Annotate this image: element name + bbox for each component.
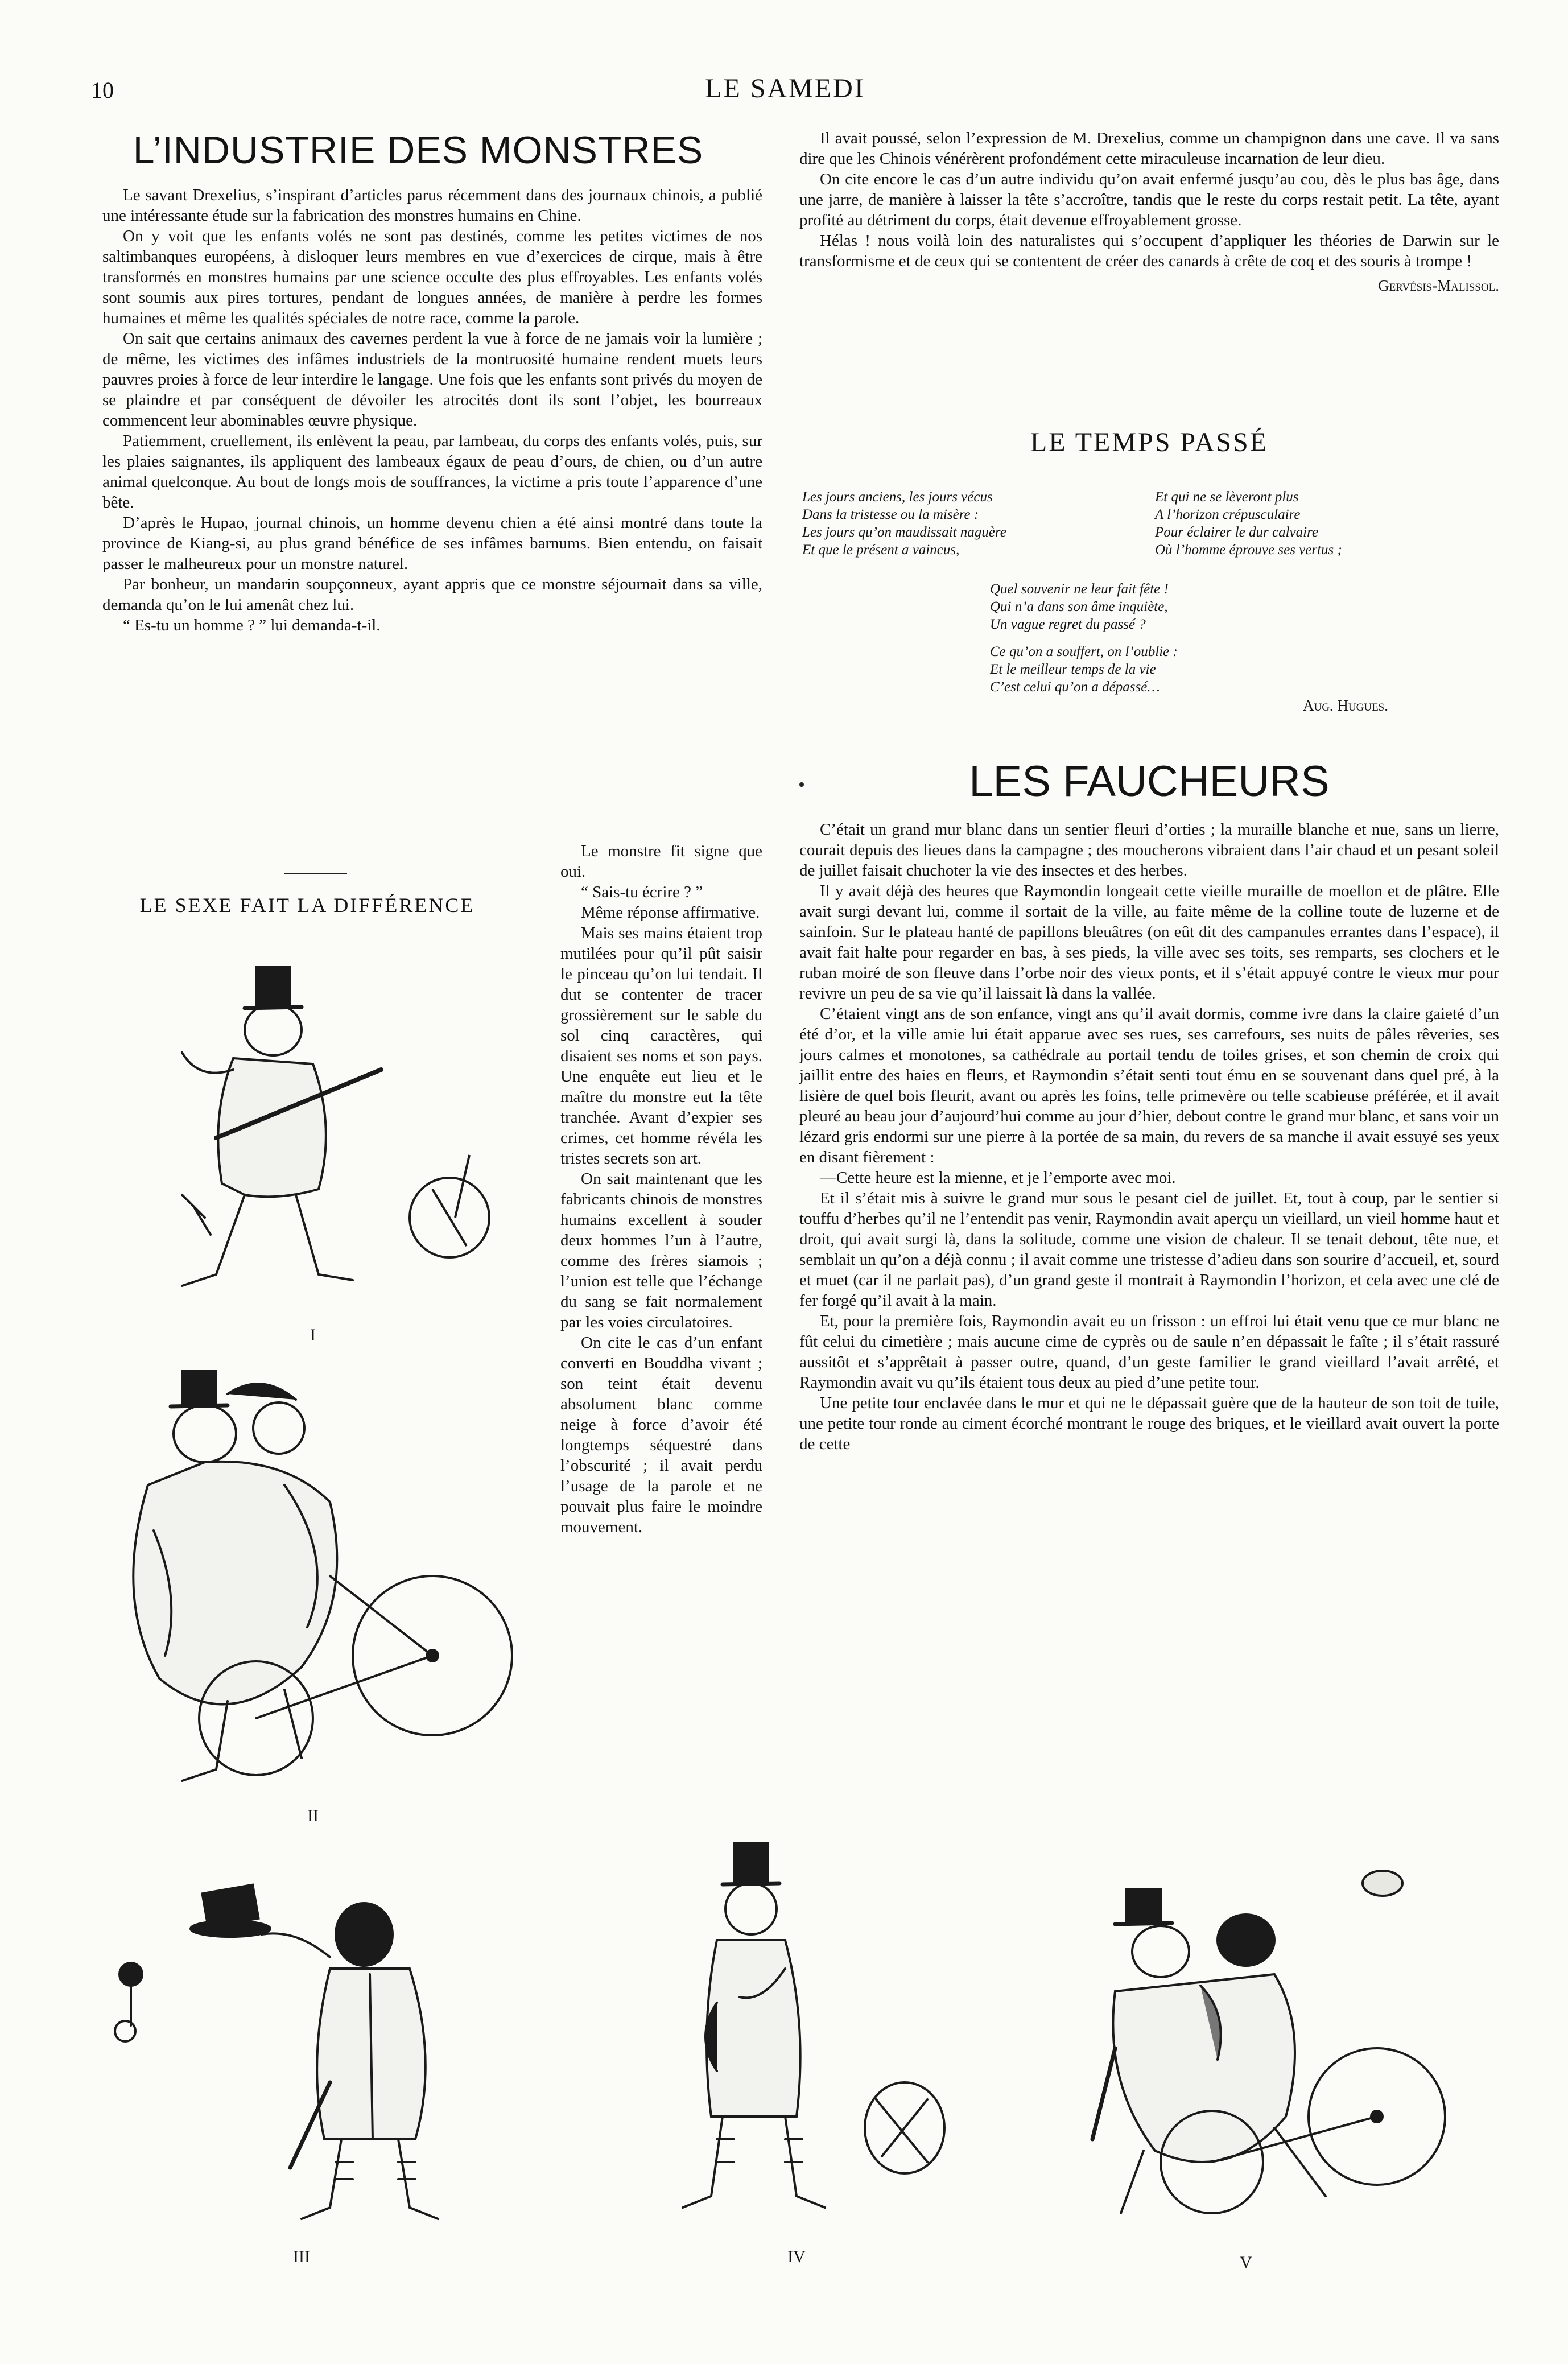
verse-line: Où l’homme éprouve ses vertus ; xyxy=(1155,542,1342,558)
verse-line: Ce qu’on a souffert, on l’oublie : xyxy=(990,644,1178,659)
paragraph: Il avait poussé, selon l’expression de M. Drexelius, comme un champignon dans une cave. Il va sans dire que les Chinois vénérèrent profondément cette miraculeuse incarnation de leur dieu. xyxy=(799,129,1499,168)
verse-line: A l’horizon crépusculaire xyxy=(1155,507,1301,522)
caption-ii: II xyxy=(307,1806,319,1825)
paragraph: D’après le Hupao, journal chinois, un homme devenu chien a été ainsi montré dans toute la province de Kiang-si, au plus grand bénéfice de ses infâmes barnums. Bien entendu, on faisait passer le malheureux pour un monstre naturel. xyxy=(102,514,762,573)
paragraph: C’étaient vingt ans de son enfance, vingt ans qu’il avait dormis, comme ivre dans la claire gaieté d’un été d’or, et la ville amie lui était apparue avec ses rues, ses carrefours, ses nuits de pâles rêveries, ses jours calmes et monotones, sa cathédrale au portail tendu de toiles grises, et son chemin de croix qui jaillit entre des haies en fleurs, et Raymondin s’était senti tout ému en se souvenant dans quel pré, à la lisière de quel bois fleurit, avant ou après les foins, telle primevère ou telle scabieuse préférée, et il avait pleuré au beau jour d’aujourd’hui comme au jour d’hier, debout contre le grand mur blanc, et sans voir un lézard gris endormi sur une pierre à la portée de sa main, du revers de sa manche il avait essuyé ses yeux en disant fièrement : xyxy=(799,1005,1499,1166)
verse-line: Et qui ne se lèveront plus xyxy=(1155,489,1299,505)
man-raising-hat-drawing xyxy=(91,1843,489,2242)
paragraph: Il y avait déjà des heures que Raymondin longeait cette vieille muraille de moellon et de plâtre. Elle avait surgi devant lui, comme il sortait de la ville, au faite même de la colline toute de luzerne et de sainfoin. Sur le plateau hanté de papillons bleuâtres (on eût dit des campanules errantes dans l’espace), il avait fait halte pour regarder en bas, à ses pieds, la ville avec ses toits, ses remparts, ses clochers et le ruban moiré de son fleuve dans l’orbe noir des vieux ponts, et il s’était appuyé contre le vieux mur pour revivre un peu de sa vie qu’il laissait là dans la vallée. xyxy=(799,882,1499,1002)
couple-embracing-bicycle-drawing xyxy=(1058,1843,1468,2242)
illustration-iv xyxy=(580,1832,944,2242)
paragraph: Le monstre fit signe que oui. xyxy=(560,842,762,881)
industrie-continuation xyxy=(799,128,1499,295)
paragraph: Et il s’était mis à suivre le grand mur sous le pesant ciel de juillet. Et, tout à coup, par le sentier si touffu d’herbes qu’il ne l’entendit pas venir, Raymondin avait aperçu un vieillard, un vieil homme haut et droit, qui avait surgi là, dans la solitude, comme une vision de chaleur. Il se tenait debout, tête nue, et semblait un qu’on a déjà connu ; il avait comme une tristesse d’adieu dans son sourire d’accueil, et, sourd et muet (car il ne parlait pas), d’un grand geste il montrait à Raymondin l’horizon, et cela avec une clé de fer forgé qu’il avait à la main. xyxy=(799,1189,1499,1310)
verse-line: Qui n’a dans son âme inquiète, xyxy=(990,599,1168,614)
running-head: LE SAMEDI xyxy=(705,73,865,104)
paragraph: Une petite tour enclavée dans le mur et qui ne le dépassait guère que de la hauteur de son toit de tuile, une petite tour ronde au ciment écorché montrant le rouge des briques, et le vieillard avait ouvert la porte de cette xyxy=(799,1394,1499,1453)
verse-line: Les jours qu’on maudissait naguère xyxy=(802,525,1006,540)
paragraph: Mais ses mains étaient trop mutilées pour qu’il pût saisir le pinceau qu’on lui tendait. Il dut se contenter de tracer grossièrement sur le sable du sol cinq caractères, qui disaient ses noms et son pays. Une enquête eut lieu et le maître du monstre eut la tête tranchée. Avant d’expier ses crimes, cet homme révéla les tristes secrets son art. xyxy=(560,924,762,1167)
man-walking-cane-drawing xyxy=(114,956,501,1320)
poem-stanza-1-left xyxy=(802,488,1121,559)
paragraph: —Cette heure est la mienne, et je l’emporte avec moi. xyxy=(820,1169,1176,1187)
signature-temps: Aug. Hugues. xyxy=(1302,697,1388,714)
couple-on-bicycle-drawing xyxy=(114,1360,523,1804)
paragraph: Et, pour la première fois, Raymondin avait eu un frisson : un effroi lui était venu que ce mur blanc ne fût celui du cimetière ; mais aucune cime de cyprès ou de saule n’en dépassait le faîte ; il s’était rassuré aussitôt et s’apprêtait à passer outre, quand, d’un geste familier le grand vieillard l’avait arrêté, et Raymondin avait vu qu’ils étaient tous deux au pied d’une petite tour. xyxy=(799,1312,1499,1392)
paragraph: “ Sais-tu écrire ? ” xyxy=(581,883,703,901)
article-title-temps: LE TEMPS PASSÉ xyxy=(1030,427,1269,457)
paragraph: On sait maintenant que les fabricants chinois de monstres humains excellent à souder deux hommes l’un à l’autre, comme des frères siamois ; l’union est telle que l’échange du sang se fait normalement par les voies circulatoires. xyxy=(560,1170,762,1331)
paragraph: Hélas ! nous voilà loin des naturalistes qui s’occupent d’appliquer les théories de Darwin sur le transformisme et de ceux qui se contentent de créer des canards à crête de coq et des souris à trompe ! xyxy=(799,232,1499,270)
paragraph: Par bonheur, un mandarin soupçonneux, ayant appris que ce monstre séjournait dans sa ville, demanda qu’on le lui amenât chez lui. xyxy=(102,575,762,614)
article-title-industrie: L’INDUSTRIE DES MONSTRES xyxy=(133,129,704,172)
section-rule xyxy=(284,873,347,874)
poem-stanza-3 xyxy=(990,643,1309,696)
page-number: 10 xyxy=(91,77,114,103)
verse-line: Quel souvenir ne leur fait fête ! xyxy=(990,581,1169,597)
paragraph: Le savant Drexelius, s’inspirant d’articles parus récemment dans des journaux chinois, a publié une intéressante étude sur la fabrication des monstres humains en Chine. xyxy=(102,186,762,225)
illustration-v xyxy=(1058,1843,1468,2242)
poem-stanza-2 xyxy=(990,580,1309,633)
paragraph: Patiemment, cruellement, ils enlèvent la peau, par lambeau, du corps des enfants volés, puis, sur les plaies saignantes, ils appliquent des lambeaux égaux de peau d’ours, de chien, ou d’un autre animal quelconque. Au bout de longs mois de souffrances, la victime a pris toute l’apparence d’une bête. xyxy=(102,432,762,511)
paragraph: On cite encore le cas d’un autre individu qu’on avait enfermé jusqu’au cou, dès le plus bas âge, dans une jarre, de manière à laisser la tête s’accroître, tandis que le reste du corps restait petit. La tête, ayant profité au détriment du corps, était devenue effroyablement grosse. xyxy=(799,170,1499,229)
paragraph: On sait que certains animaux des cavernes perdent la vue à force de ne jamais voir la lumière ; de même, les victimes des infâmes industriels de la montruosité humaine rendent muets leurs pauvres proies à force de leur interdire le langage. Une fois que les enfants sont privés du moyen de se plaindre et par conséquent de dévoiler les atrocités dont ils sont l’objet, les bourreaux commencent leur abominables œuvre physique. xyxy=(102,329,762,430)
paragraph: On cite le cas d’un enfant converti en Bouddha vivant ; son teint était devenu absolument blanc comme neige à force d’avoir été longtemps séquestré dans l’obscurité ; il avait perdu l’usage de la parole et ne pouvait plus faire le moindre mouvement. xyxy=(560,1334,762,1536)
paragraph: On y voit que les enfants volés ne sont pas destinés, comme les petites victimes de nos saltimbanques européens, à disloquer leurs membres en vue d’exercices de cirque, mais à être transformés en monstres humains par une science occulte des plus effroyables. Les enfants volés sont soumis aux pires tortures, pendant de longues années, de manière à perdre les formes humaines et même les qualités spéciales de notre race, comme la parole. xyxy=(102,227,762,327)
caption-iv: IV xyxy=(787,2247,806,2266)
verse-line: Et que le présent a vaincus, xyxy=(802,542,960,558)
faucheurs-body xyxy=(799,819,1499,1454)
industrie-narrow-column xyxy=(560,841,762,1537)
industrie-body xyxy=(102,185,762,636)
caption-iii: III xyxy=(293,2247,310,2266)
verse-line: C’est celui qu’on a dépassé… xyxy=(990,679,1160,695)
paragraph: “ Es-tu un homme ? ” lui demanda-t-il. xyxy=(123,616,381,634)
caption-v: V xyxy=(1240,2253,1252,2272)
verse-line: Dans la tristesse ou la misère : xyxy=(802,507,979,522)
illustration-ii xyxy=(114,1360,523,1804)
paragraph: C’était un grand mur blanc dans un sentier fleuri d’orties ; la muraille blanche et nue, sans un lierre, courait depuis des lieues dans la campagne ; des moucherons vibraient dans l’air chaud et un pesant soleil de juillet faisait chuchoter la vie des insectes et des herbes. xyxy=(799,820,1499,880)
verse-line: Pour éclairer le dur calvaire xyxy=(1155,525,1318,540)
verse-line: Et le meilleur temps de la vie xyxy=(990,662,1156,677)
illustration-i xyxy=(114,956,501,1320)
verse-line: Les jours anciens, les jours vécus xyxy=(802,489,993,505)
poem-stanza-1-right xyxy=(1155,488,1474,559)
man-with-wheel-drawing xyxy=(580,1832,944,2242)
paragraph: Même réponse affirmative. xyxy=(581,903,760,922)
signature-industrie: Gervésis-Malissol. xyxy=(1378,277,1499,294)
section-title-sexe: LE SEXE FAIT LA DIFFÉRENCE xyxy=(139,894,475,917)
caption-i: I xyxy=(310,1326,316,1344)
verse-line: Un vague regret du passé ? xyxy=(990,617,1146,632)
article-title-faucheurs: LES FAUCHEURS xyxy=(969,757,1330,806)
illustration-iii xyxy=(91,1843,489,2242)
